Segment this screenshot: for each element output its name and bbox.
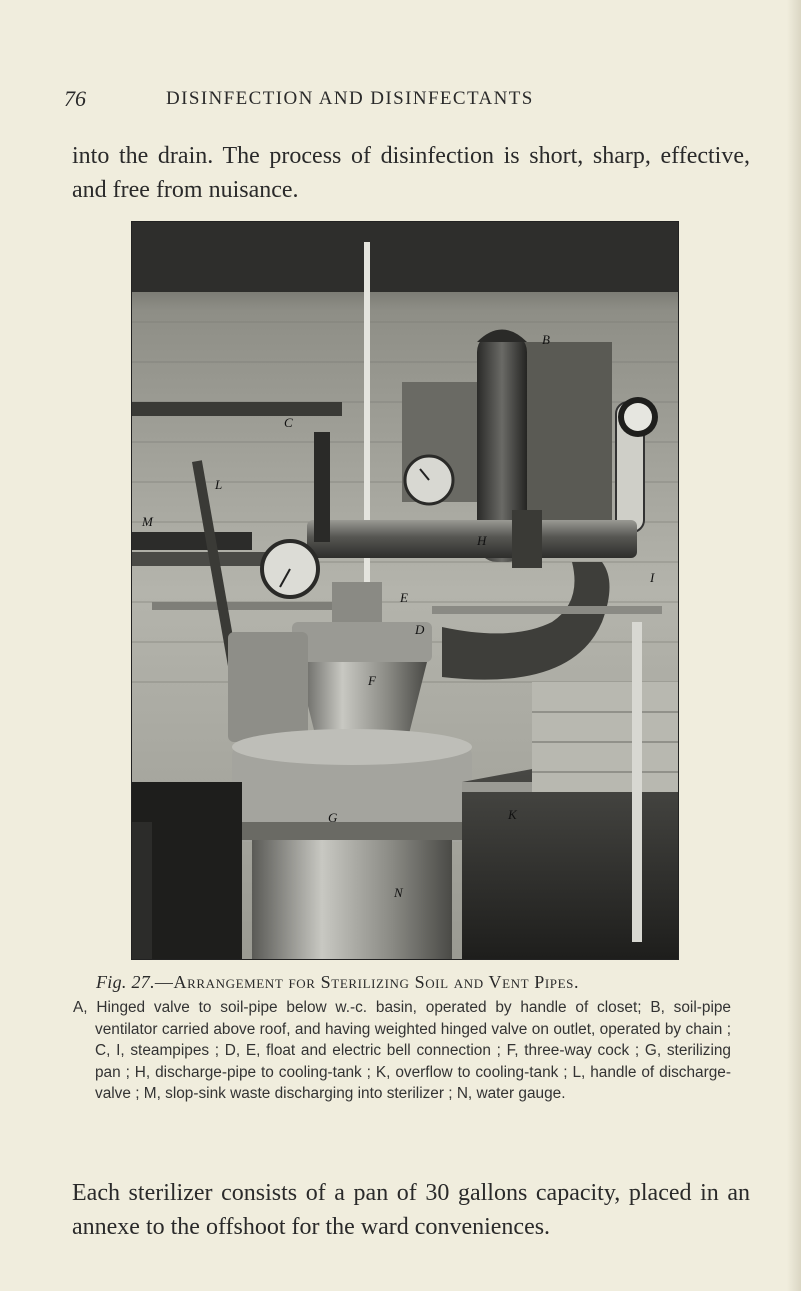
photo-letter-h: H [477,533,487,548]
page-edge-shadow [787,0,801,1291]
photo-letter-n: N [394,885,403,900]
figure-number: Fig. 27. [96,972,155,992]
figure-photograph [131,221,679,960]
body-paragraph-bottom: Each sterilizer consists of a pan of 30 gallons capacity, placed in an annexe to the offshoot for the ward conveniences. [72,1180,750,1240]
body-paragraph-top: into the drain. The process of disinfection is short, sharp, effective, and free from nuisance. [72,143,750,203]
photo-letter-e: E [400,590,408,605]
figure-legend [73,997,731,1105]
figure-caption-title [96,972,579,993]
photo-letter-g: G [328,810,338,825]
page-header [62,86,742,116]
photo-letter-m: M [142,514,153,529]
photo-letter-k: K [508,807,517,822]
photo-letter-l: L [215,477,223,492]
photo-letter-d: D [415,622,425,637]
photo-letter-i: I [650,570,655,585]
figure-title: —Arrangement for Sterilizing Soil and Vent Pipes. [154,972,580,992]
sterilizer-photo [132,222,678,959]
page-number: 76 [64,86,86,111]
figure-legend-text: A, Hinged valve to soil-pipe below w.-c. basin, operated by handle of closet; B, soil-pipe ventilator carried above roof, and having weighted hinged valve on outlet, operated by chain ; C, I, steampipes ; D, E, float and electric bell connection ; F, three-way cock ; G, sterilizing pan ; H, discharge-pipe to cooling-tank ; K, overflow to cooling-tank ; L, handle of discharge-valve ; M, slop-sink waste discharging into sterilizer ; N, water gauge. [73,999,731,1103]
running-title: DISINFECTION AND DISINFECTANTS [166,88,534,109]
photo-letter-b: B [542,332,550,347]
photo-letter-f: F [368,673,376,688]
photo-letter-c: C [284,415,293,430]
